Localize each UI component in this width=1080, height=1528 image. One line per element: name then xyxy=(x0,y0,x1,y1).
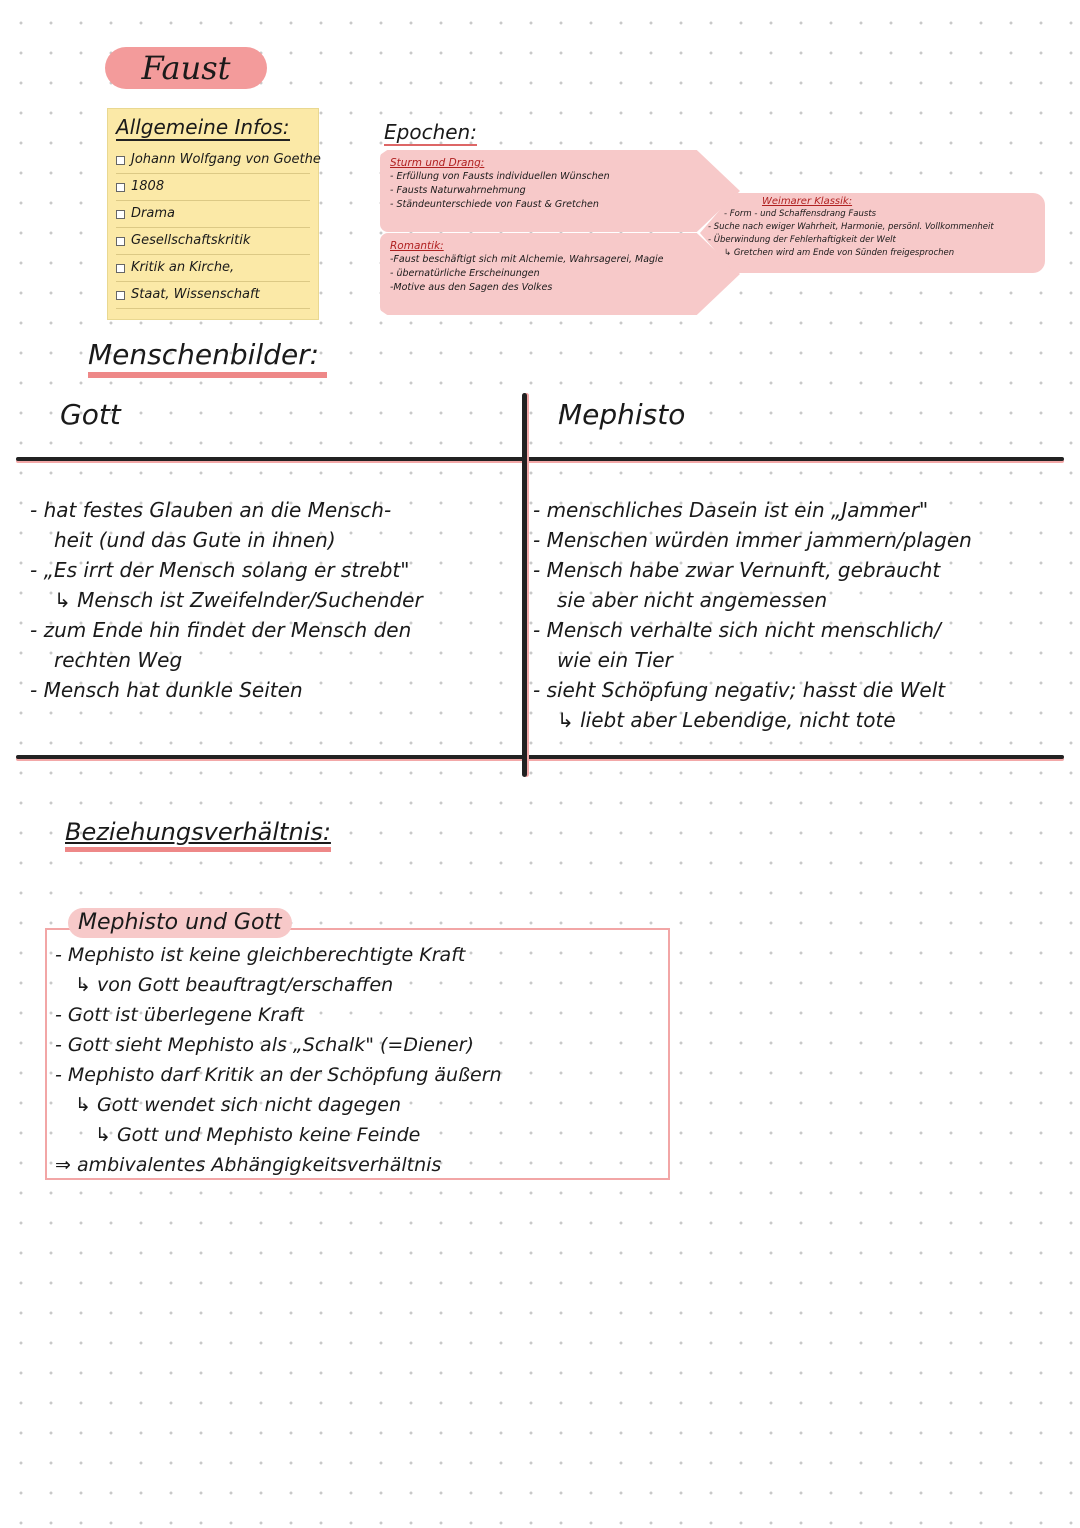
list-item: wie ein Tier xyxy=(557,648,673,672)
general-info-heading: Allgemeine Infos: xyxy=(116,115,290,139)
list-item: - menschliches Dasein ist ein „Jammer" xyxy=(533,498,929,522)
epoch-line: - Form - und Schaffensdrang Fausts xyxy=(724,209,877,219)
list-item: ↳ Gott und Mephisto keine Feinde xyxy=(95,1124,421,1146)
menschenbilder-heading: Menschenbilder: xyxy=(88,338,327,378)
checkbox-icon xyxy=(116,156,125,165)
epoch-line: - Erfüllung von Fausts individuellen Wünschen xyxy=(390,171,610,182)
list-item: - Gott ist überlegene Kraft xyxy=(55,1004,304,1026)
list-item: Drama xyxy=(116,201,310,228)
epoch-line: - Ständeunterschiede von Faust & Gretchen xyxy=(390,199,599,210)
epoch-romantik-text xyxy=(390,239,664,295)
list-item: - hat festes Glauben an die Mensch- xyxy=(30,498,392,522)
checkbox-icon xyxy=(116,210,125,219)
list-item: Staat, Wissenschaft xyxy=(116,282,310,309)
mephisto-list xyxy=(533,495,972,735)
epochs-heading: Epochen: xyxy=(384,120,477,144)
epoch-klassik-text xyxy=(708,195,994,260)
column-heading-mephisto: Mephisto xyxy=(558,398,686,431)
list-item: - Mephisto darf Kritik an der Schöpfung äußern xyxy=(55,1064,502,1086)
list-item: ↳ Gott wendet sich nicht dagegen xyxy=(75,1094,402,1116)
epoch-line: -Motive aus den Sagen des Volkes xyxy=(390,282,553,293)
epoch-title: Romantik: xyxy=(390,240,444,252)
list-item: - Mensch hat dunkle Seiten xyxy=(30,678,303,702)
list-item: - „Es irrt der Mensch solang er strebt" xyxy=(30,558,410,582)
list-item: Gesellschaftskritik xyxy=(116,228,310,255)
list-item: - Mensch verhalte sich nicht menschlich/ xyxy=(533,618,941,642)
beziehung-subheading: Mephisto und Gott xyxy=(68,908,292,938)
epoch-line: ↳ Gretchen wird am Ende von Sünden freigesprochen xyxy=(724,248,955,258)
list-item: - sieht Schöpfung negativ; hasst die Welt xyxy=(533,678,946,702)
beziehung-list xyxy=(55,940,502,1180)
checkbox-icon xyxy=(116,237,125,246)
list-item: Johann Wolfgang von Goethe xyxy=(116,147,310,174)
checkbox-icon xyxy=(116,264,125,273)
page-title: Faust xyxy=(105,47,267,89)
list-item: ↳ Mensch ist Zweifelnder/Suchender xyxy=(54,588,423,612)
list-item: ⇒ ambivalentes Abhängigkeitsverhältnis xyxy=(55,1154,442,1176)
list-item: sie aber nicht angemessen xyxy=(557,588,828,612)
checkbox-icon xyxy=(116,291,125,300)
list-item: heit (und das Gute in ihnen) xyxy=(54,528,336,552)
list-item: - Gott sieht Mephisto als „Schalk" (=Diener) xyxy=(55,1034,474,1056)
epoch-title: Sturm und Drang: xyxy=(390,157,485,169)
list-item: - zum Ende hin findet der Mensch den xyxy=(30,618,412,642)
list-item: - Mensch habe zwar Vernunft, gebraucht xyxy=(533,558,941,582)
epoch-line: - Überwindung der Fehlerhaftigkeit der Welt xyxy=(708,235,896,245)
list-item: ↳ von Gott beauftragt/erschaffen xyxy=(75,974,394,996)
general-info-list xyxy=(116,147,321,309)
column-heading-gott: Gott xyxy=(60,398,121,431)
list-item: - Menschen würden immer jammern/plagen xyxy=(533,528,972,552)
epoch-line: - Suche nach ewiger Wahrheit, Harmonie, persönl. Vollkommenheit xyxy=(708,222,994,232)
list-item: Kritik an Kirche, xyxy=(116,255,310,282)
gott-list xyxy=(30,495,423,705)
list-item: ↳ liebt aber Lebendige, nicht tote xyxy=(557,708,896,732)
list-item: rechten Weg xyxy=(54,648,183,672)
epoch-title: Weimarer Klassik: xyxy=(762,196,853,207)
epoch-line: -Faust beschäftigt sich mit Alchemie, Wahrsagerei, Magie xyxy=(390,254,664,265)
table-rule-bottom xyxy=(16,755,1064,759)
checkbox-icon xyxy=(116,183,125,192)
list-item: - Mephisto ist keine gleichberechtigte Kraft xyxy=(55,944,466,966)
list-item: 1808 xyxy=(116,174,310,201)
table-divider xyxy=(522,393,527,777)
beziehung-heading: Beziehungsverhältnis: xyxy=(65,817,331,852)
table-rule-top xyxy=(16,457,1064,461)
epoch-line: - Fausts Naturwahrnehmung xyxy=(390,185,526,196)
epoch-line: - übernatürliche Erscheinungen xyxy=(390,268,540,279)
epoch-sturm-text xyxy=(390,156,610,212)
general-info-note xyxy=(107,108,319,320)
